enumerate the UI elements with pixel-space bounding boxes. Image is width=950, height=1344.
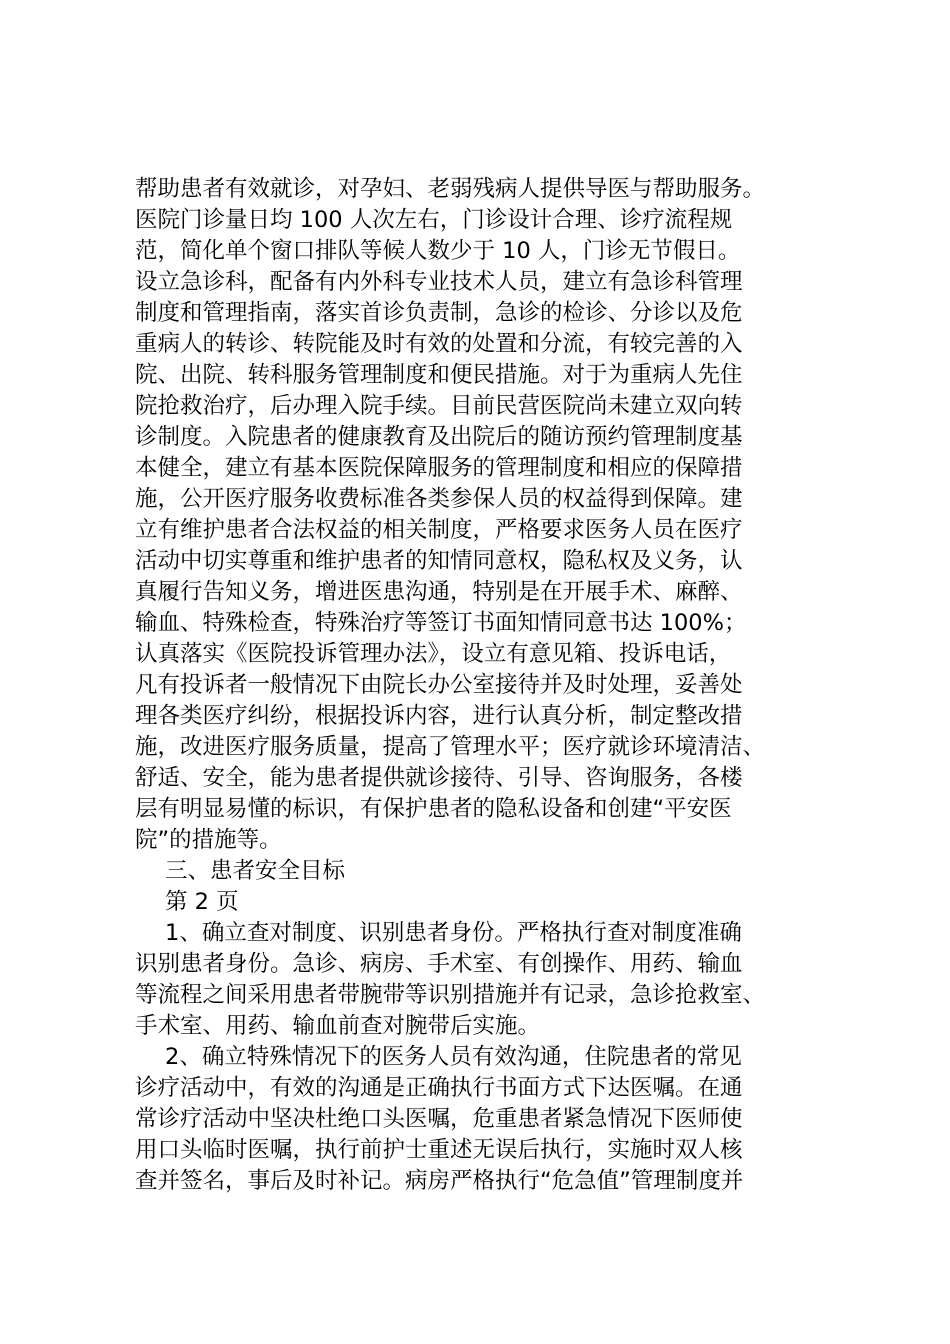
- text-line: 院抢救治疗，后办理入院手续。目前民营医院尚未建立双向转: [135, 393, 743, 419]
- text-line: 常诊疗活动中坚决杜绝口头医嘱，危重患者紧急情况下医师使: [135, 1106, 743, 1132]
- body-text: [135, 174, 835, 1197]
- text-line: 识别患者身份。急诊、病房、手术室、有创操作、用药、输血: [135, 951, 743, 977]
- text-line: 层有明显易懂的标识，有保护患者的隐私设备和创建“平安医: [135, 796, 732, 822]
- text-line: 用口头临时医嘱，执行前护士重述无误后执行，实施时双人核: [135, 1137, 743, 1163]
- text-line: 范，简化单个窗口排队等候人数少于 10 人，门诊无节假日。: [135, 238, 741, 264]
- text-line: 手术室、用药、输血前查对腕带后实施。: [135, 1013, 541, 1039]
- text-line: 2、确立特殊情况下的医务人员有效沟通，住院患者的常见: [165, 1044, 742, 1070]
- text-line: 查并签名，事后及时补记。病房严格执行“危急值”管理制度并: [135, 1168, 744, 1194]
- text-line: 凡有投诉者一般情况下由院长办公室接待并及时处理，妥善处: [135, 672, 743, 698]
- page-number: 第 2 页: [165, 889, 239, 915]
- section-heading: 三、患者安全目标: [165, 858, 346, 884]
- text-line: 活动中切实尊重和维护患者的知情同意权，隐私权及义务，认: [135, 548, 743, 574]
- text-line: 诊疗活动中，有效的沟通是正确执行书面方式下达医嘱。在通: [135, 1075, 743, 1101]
- text-line: 设立急诊科，配备有内外科专业技术人员，建立有急诊科管理: [135, 269, 743, 295]
- text-line: 诊制度。入院患者的健康教育及出院后的随访预约管理制度基: [135, 424, 743, 450]
- text-line: 施，改进医疗服务质量，提高了管理水平；医疗就诊环境清洁、: [135, 734, 766, 760]
- text-line: 舒适、安全，能为患者提供就诊接待、引导、咨询服务，各楼: [135, 765, 743, 791]
- text-line: 院”的措施等。: [135, 827, 282, 853]
- text-line: 帮助患者有效就诊，对孕妇、老弱残病人提供导医与帮助服务。: [135, 176, 766, 202]
- text-line: 1、确立查对制度、识别患者身份。严格执行查对制度准确: [165, 920, 742, 946]
- text-line: 施，公开医疗服务收费标准各类参保人员的权益得到保障。建: [135, 486, 743, 512]
- text-line: 制度和管理指南，落实首诊负责制，急诊的检诊、分诊以及危: [135, 300, 743, 326]
- text-line: 输血、特殊检查，特殊治疗等签订书面知情同意书达 100%；: [135, 610, 747, 636]
- text-line: 医院门诊量日均 100 人次左右，门诊设计合理、诊疗流程规: [135, 207, 733, 233]
- text-line: 真履行告知义务，增进医患沟通，特别是在开展手术、麻醉、: [135, 579, 743, 605]
- text-line: 院、出院、转科服务管理制度和便民措施。对于为重病人先住: [135, 362, 743, 388]
- text-line: 认真落实《医院投诉管理办法》，设立有意见箱、投诉电话，: [135, 641, 732, 667]
- text-line: 等流程之间采用患者带腕带等识别措施并有记录，急诊抢救室、: [135, 982, 766, 1008]
- text-line: 本健全，建立有基本医院保障服务的管理制度和相应的保障措: [135, 455, 743, 481]
- text-line: 立有维护患者合法权益的相关制度，严格要求医务人员在医疗: [135, 517, 743, 543]
- text-line: 理各类医疗纠纷，根据投诉内容，进行认真分析，制定整改措: [135, 703, 743, 729]
- text-line: 重病人的转诊、转院能及时有效的处置和分流，有较完善的入: [135, 331, 743, 357]
